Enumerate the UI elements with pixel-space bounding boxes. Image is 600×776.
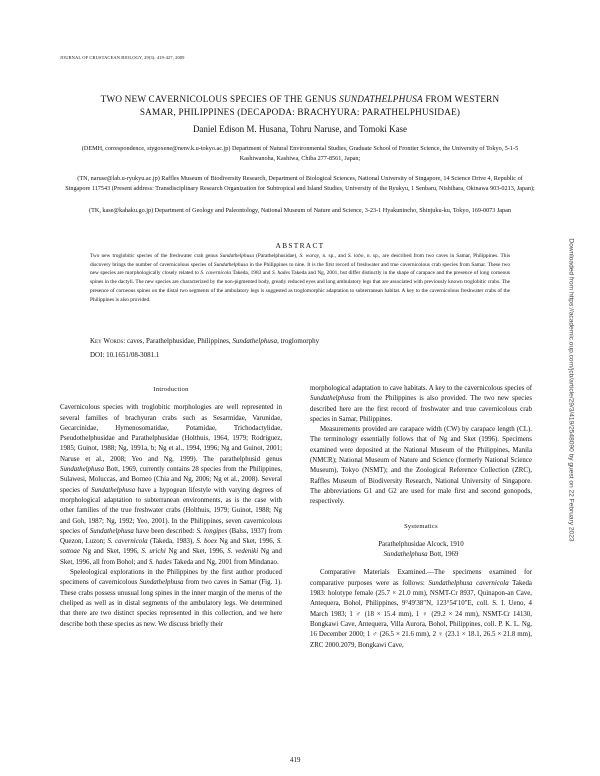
doi-line: DOI: 10.1651/08-3081.1 — [90, 351, 160, 359]
intro-paragraph-3: morphological adaptation to cave habitats. A key to the cavernicolous species of Sundathelphusa from the Philippines is also provided. The two new species described here are the first record of freshwater and true cavernicolous crab species in Samar, Philippines. — [310, 385, 532, 423]
systematics-heading: Systematics — [404, 522, 438, 530]
affiliation-1: (DEMH, correspondence, stygoxene@nenv.k.u-tokyo.ac.jp) Department of Natural Environmental Studies, Graduate School of Frontier Science, the University of Tokyo, 5-1-5 Kashiwanoha, Kashiwa, Chiba 277-8561, Japan; — [81, 145, 519, 162]
download-watermark: Downloaded from https://academic.oup.com/jcb/article/29/3/419/2548090 by guest on 22 February 2023 — [567, 238, 575, 542]
genus-line: Sundathelphusa Bott, 1969 — [383, 551, 459, 559]
intro-heading: Introduction — [153, 386, 189, 393]
affiliation-2: (TN, naruse@lab.u-ryukyu.ac.jp) Raffles Museum of Biodiversity Research, Department of Biological Sciences, National University of Singapore, 14 Science Drive 4, Republic of Singapore 117543 (Present address: Transdisciplinary Research Organization for Subtropical and Island Studies, University of the Ryukyu, 1 Senbaru, Nishihara, Okinawa 903-0213, Japan); — [65, 175, 535, 192]
journal-citation: JOURNAL OF CRUSTACEAN BIOLOGY, 29(3): 419-427, 2009 — [60, 55, 185, 60]
paper-title: TWO NEW CAVERNICOLOUS SPECIES OF THE GENUS SUNDATHELPHUSA FROM WESTERN SAMAR, PHILIPPINES (DECAPODA: BRACHYURA: PARATHELPHUSIDAE) — [100, 94, 500, 117]
page-number: 419 — [290, 756, 301, 764]
comparative-materials-paragraph: Comparative Materials Examined.—The specimens examined for comparative purposes were as follows: Sundathelphusa cavernicola Takeda 1983: holotype female (25.7 × 21.0 mm), NSMT-Cr 8937, Quinapon-an Cave, Antequera, Bohol, Philippines, 9°49′38″N, 123°54′10″E, coll. S. I. Ueno, 4 March 1983; 1 ♂ (18 × 15.4 mm), 1 ♀ (29.2 × 24 mm), NSMT-Cr 14130, Bongkawi Cave, Antequera, Villa Aurora, Bohol, Philippines, coll. P. K. L. Ng, 16 December 2000; 1 ♂ (26.5 × 21.6 mm), 2 ♀ (23.1 × 18.1, 26.5 × 21.8 mm), ZRC 2000.2079, Bongkawi Cave, — [310, 569, 532, 649]
left-column — [60, 385, 282, 630]
author-list: Daniel Edison M. Husana, Tohru Naruse, and Tomoki Kase — [192, 124, 408, 134]
affiliation-3: (TK, kase@kahaku.go.jp) Department of Geology and Paleontology, National Museum of Nature and Science, 3-23-1 Hyakunincho, Shinjuku-ku, Tokyo, 169-0073 Japan — [89, 207, 511, 214]
keywords-line: Key Words: caves, Parathelphusidae, Philippines, Sundathelphusa, troglomorphy — [90, 337, 320, 345]
intro-paragraph-2: Speleological explorations in the Philippines by the first author produced specimens of cavernicolous Sundathelphusa from two caves in Samar (Fig. 1). These crabs possess unusual long spines in the inner margin of the merus of the cheliped as well as in distal segments of the ambulatory legs. We determined that there are two distinct species represented in this collection, and we here describe both these species as new. We discuss briefly their — [60, 569, 282, 628]
abstract-heading: ABSTRACT — [275, 241, 325, 250]
intro-paragraph-1: Cavernicolous species with troglobitic morphologies are well represented in several families of brachyuran crabs such as Sesarmidae, Varunidae, Gecarcinidae, Hymenosomatidae, Potamidae, Trichodactylidae, Pseudothelphusidae and Parathelphusidae (Holthuis, 1964, 1979; Rodriguez, 1985; Guinot, 1988; Ng, 1991a, b; Ng et al., 1994, 1996; Ng and Guinot, 2001; Naruse et al., 2008; Yeo and Ng, 1999). The parathelphusid genus Sundathelphusa Bott, 1969, currently contains 28 species from the Philippines, Sulawesi, Moluccas, and Borneo (Chia and Ng, 2006; Ng et al., 2008). Several species of Sundathelphusa have a hypogean lifestyle with varying degrees of morphological adaptation to subterranean environments, as is the case with other families of the true freshwater crabs (Holthuis, 1979; Guinot, 1988; Ng and Goh, 1987; Ng, 1992; Yeo, 2001). In the Philippines, seven cavernicolous species of Sundathelphusa have been described: S. longipes (Balss, 1937) from Quezon, Luzon; S. cavernicola (Takeda, 1983), S. boex Ng and Sket, 1996, S. sottoae Ng and Sket, 1996, S. urichi Ng and Sket, 1996, S. vedeniki Ng and Sket, 1996, all from Bohol; and S. hades Takeda and Ng, 2001 from Mindanao. — [60, 404, 282, 566]
right-column — [310, 384, 532, 651]
abstract-body: Two new troglobitic species of the freshwater crab genus Sundathelphusa (Parathelphusidae), S. waray, n. sp., and S. lobo, n. sp., are described from two caves in Samar, Philippines. This discovery brings the number of cavernicolous species of Sundathelphusa in the Philippines to nine. It is the first record of freshwater and true cavernicolous crab species from Samar. These two new species are morphologically closely related to S. cavernicola Takeda, 1983 and S. hades Takeda and Ng, 2001, but differ distinctly in the shape of carapace and the presence of long corneous spines in the dactyli. The new species are characterized by the non-pigmented body, greatly reduced eyes and long ambulatory legs that are associated with previously known troglobitic crabs. The presence of corneous spines on the distal two segments of the ambulatory legs is suggested as troglomorphic adaptation to subterranean habitat. A key to the cavernicolous freshwater crabs of the Philippines is also provided. — [90, 253, 511, 303]
methods-paragraph: Measurements provided are carapace width (CW) by carapace length (CL). The terminology essentially follows that of Ng and Sket (1996). Specimens examined were deposited at the National Museum of the Philippines, Manila (NMCR); National Museum of Nature and Science (formerly National Science Museum), Tokyo (NSMT); and the Zoological Reference Collection (ZRC), Raffles Museum of Biodiversity Research, National University of Singapore. The abbreviations G1 and G2 are used for male first and second gonopods, respectively. — [310, 426, 532, 506]
family-line: Parathelphusidae Alcock, 1910 — [378, 540, 464, 548]
